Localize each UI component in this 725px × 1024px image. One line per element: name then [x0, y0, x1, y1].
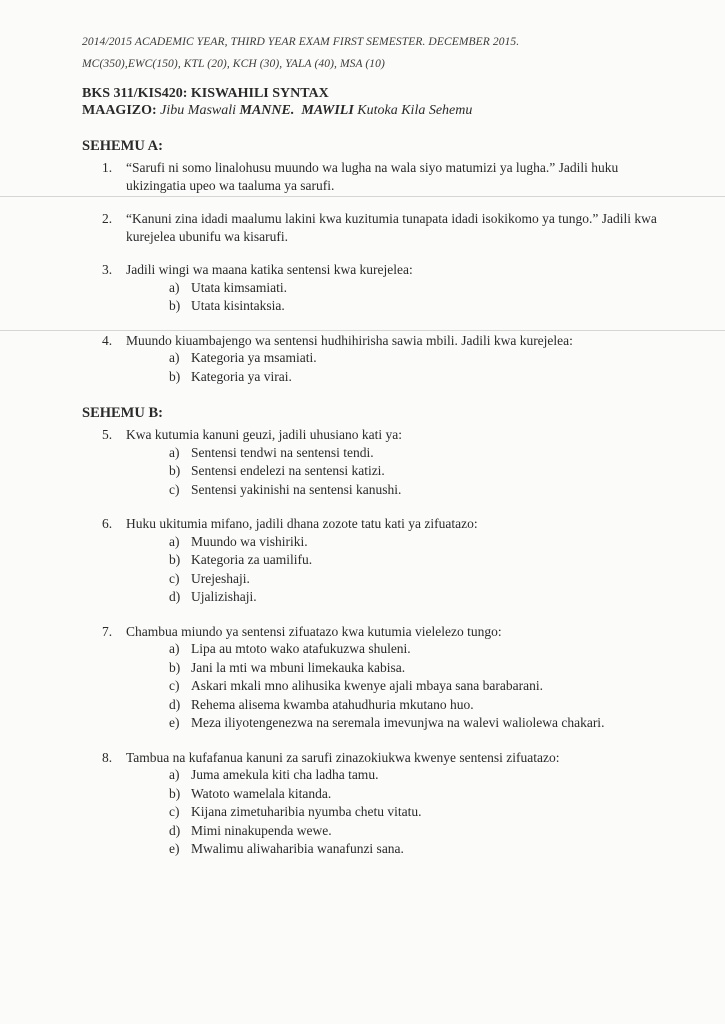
sub-question-list: [169, 766, 661, 859]
sub-question-letter: d): [169, 589, 181, 604]
sub-question-letter: c): [169, 570, 180, 586]
instructions-bold-1: MANNE.: [239, 103, 295, 118]
question-block: [82, 159, 661, 194]
question: [82, 426, 661, 444]
question-number: 4.: [102, 332, 113, 348]
question-text: Huku ukitumia mifano, jadili dhana zozote tatu kati ya zifuatazo:: [126, 516, 478, 531]
sub-question-letter: b): [169, 659, 181, 675]
question-text: Chambua miundo ya sentensi zifuatazo kwa kutumia vielelezo tungo:: [126, 623, 502, 639]
sub-question-text: Jani la mti wa mbuni limekauka kabisa.: [191, 659, 406, 675]
sub-question-list: [169, 444, 661, 500]
instructions-label: MAAGIZO:: [82, 103, 157, 118]
sub-question-letter: d): [169, 822, 181, 838]
sub-question-text: Kategoria ya msamiati.: [191, 350, 317, 365]
question-text: Muundo kiuambajengo wa sentensi hudhihirisha sawia mbili. Jadili kwa kurejelea:: [126, 332, 573, 348]
sub-question-text: Meza iliyotengenezwa na seremala imevunjwa na walevi waliolewa chakari.: [191, 715, 605, 730]
sub-question: [169, 462, 661, 481]
sub-question: [169, 588, 661, 607]
sub-question-text: Sentensi tendwi na sentensi tendi.: [191, 444, 374, 460]
sub-question-letter: b): [169, 463, 181, 478]
sub-question: [169, 444, 661, 463]
sub-question-letter: a): [169, 350, 180, 365]
question-number: 6.: [102, 516, 113, 531]
sub-question: [169, 481, 661, 500]
sub-question: [169, 279, 661, 298]
section-title: SEHEMU A:: [82, 138, 163, 154]
sub-question: [169, 714, 661, 733]
campus-codes-header: MC(350),EWC(150), KTL (20), KCH (30), YALA (40), MSA (10): [82, 58, 385, 70]
sub-question: [169, 840, 661, 859]
question-text: Jadili wingi wa maana katika sentensi kwa kurejelea:: [126, 262, 413, 277]
question-block: [82, 623, 661, 733]
sub-question: [169, 766, 661, 785]
question: [82, 332, 661, 350]
question: [82, 159, 661, 194]
question-number: 1.: [102, 160, 113, 175]
instructions-text-1: Jibu Maswali: [156, 103, 240, 118]
sub-question-text: Watoto wamelala kitanda.: [191, 785, 332, 801]
sub-question-letter: b): [169, 298, 181, 313]
instructions-bold-2: MAWILI: [301, 103, 354, 118]
sub-question-list: [169, 533, 661, 607]
sub-question-text: Mwalimu aliwaharibia wanafunzi sana.: [191, 841, 404, 856]
sub-question-letter: c): [169, 804, 180, 819]
sub-question-text: Sentensi endelezi na sentensi katizi.: [191, 463, 385, 478]
sub-question-letter: e): [169, 715, 180, 730]
sub-question-text: Rehema alisema kwamba atahudhuria mkutano huo.: [191, 696, 474, 712]
sub-question: [169, 349, 661, 368]
question-text: “Kanuni zina idadi maalumu lakini kwa kuzitumia tunapata idadi isokikomo ya tungo.” Jadili kwa kurejelea ubunifu wa kisarufi.: [126, 211, 657, 244]
sub-question-text: Utata kimsamiati.: [191, 279, 287, 295]
sub-question: [169, 297, 661, 316]
instructions: [82, 103, 661, 119]
academic-year-header: 2014/2015 ACADEMIC YEAR, THIRD YEAR EXAM FIRST SEMESTER. DECEMBER 2015.: [82, 36, 520, 48]
question: [82, 210, 661, 245]
sub-question-text: Utata kisintaksia.: [191, 298, 285, 313]
sub-question-letter: a): [169, 641, 180, 656]
sub-question-text: Askari mkali mno alihusika kwenye ajali mbaya sana barabarani.: [191, 678, 544, 693]
question: [82, 623, 661, 641]
sub-question: [169, 677, 661, 696]
sub-question-letter: c): [169, 481, 180, 497]
question-text: Tambua na kufafanua kanuni za sarufi zinazokiukwa kwenye sentensi zifuatazo:: [126, 749, 560, 765]
section-title: SEHEMU B:: [82, 405, 163, 421]
instructions-text-2: Kutoka Kila Sehemu: [353, 103, 473, 118]
question-sections: [82, 138, 661, 859]
question-block: [82, 749, 661, 859]
sub-question-text: Kijana zimetuharibia nyumba chetu vitatu.: [191, 804, 422, 819]
sub-question: [169, 803, 661, 822]
question-text: Kwa kutumia kanuni geuzi, jadili uhusiano kati ya:: [126, 427, 402, 442]
sub-question-text: Lipa au mtoto wako atafukuzwa shuleni.: [191, 641, 411, 656]
sub-question: [169, 696, 661, 715]
sub-question-text: Sentensi yakinishi na sentensi kanushi.: [191, 481, 402, 497]
question: [82, 749, 661, 767]
question-block: [82, 332, 661, 387]
sub-question-text: Mimi ninakupenda wewe.: [191, 822, 332, 838]
sub-question-letter: c): [169, 678, 180, 693]
question-block: [82, 426, 661, 499]
sub-question: [169, 368, 661, 387]
sub-question-letter: a): [169, 533, 180, 549]
sub-question: [169, 785, 661, 804]
sub-question-letter: b): [169, 552, 181, 567]
question-number: 5.: [102, 427, 113, 442]
sub-question-text: Muundo wa vishiriki.: [191, 533, 308, 549]
sub-question-text: Juma amekula kiti cha ladha tamu.: [191, 767, 379, 782]
sub-question: [169, 640, 661, 659]
sub-question-letter: b): [169, 785, 181, 801]
sub-question-text: Urejeshaji.: [191, 570, 250, 586]
question-block: [82, 515, 661, 607]
course-title: BKS 311/KIS420: KISWAHILI SYNTAX: [82, 86, 329, 101]
sub-question-list: [169, 640, 661, 733]
sub-question: [169, 570, 661, 589]
sub-question-text: Kategoria za uamilifu.: [191, 552, 313, 567]
question-number: 7.: [102, 623, 113, 639]
question-block: [82, 210, 661, 245]
sub-question-list: [169, 349, 661, 386]
sub-question-letter: a): [169, 444, 180, 460]
sub-question: [169, 551, 661, 570]
sub-question: [169, 533, 661, 552]
sub-question-text: Ujalizishaji.: [191, 589, 257, 604]
question: [82, 515, 661, 533]
sub-question-letter: a): [169, 767, 180, 782]
question-number: 2.: [102, 211, 113, 226]
sub-question-letter: a): [169, 279, 180, 295]
sub-question-letter: b): [169, 368, 181, 384]
sub-question-list: [169, 279, 661, 316]
question-number: 8.: [102, 749, 113, 765]
sub-question-letter: d): [169, 696, 181, 712]
question-block: [82, 261, 661, 316]
sub-question-letter: e): [169, 841, 180, 856]
sub-question: [169, 659, 661, 678]
sub-question-text: Kategoria ya virai.: [191, 368, 292, 384]
question: [82, 261, 661, 279]
question-number: 3.: [102, 262, 113, 277]
question-text: “Sarufi ni somo linalohusu muundo wa lugha na wala siyo matumizi ya lugha.” Jadili huku ukizingatia upeo wa taaluma ya sarufi.: [126, 160, 619, 193]
sub-question: [169, 822, 661, 841]
